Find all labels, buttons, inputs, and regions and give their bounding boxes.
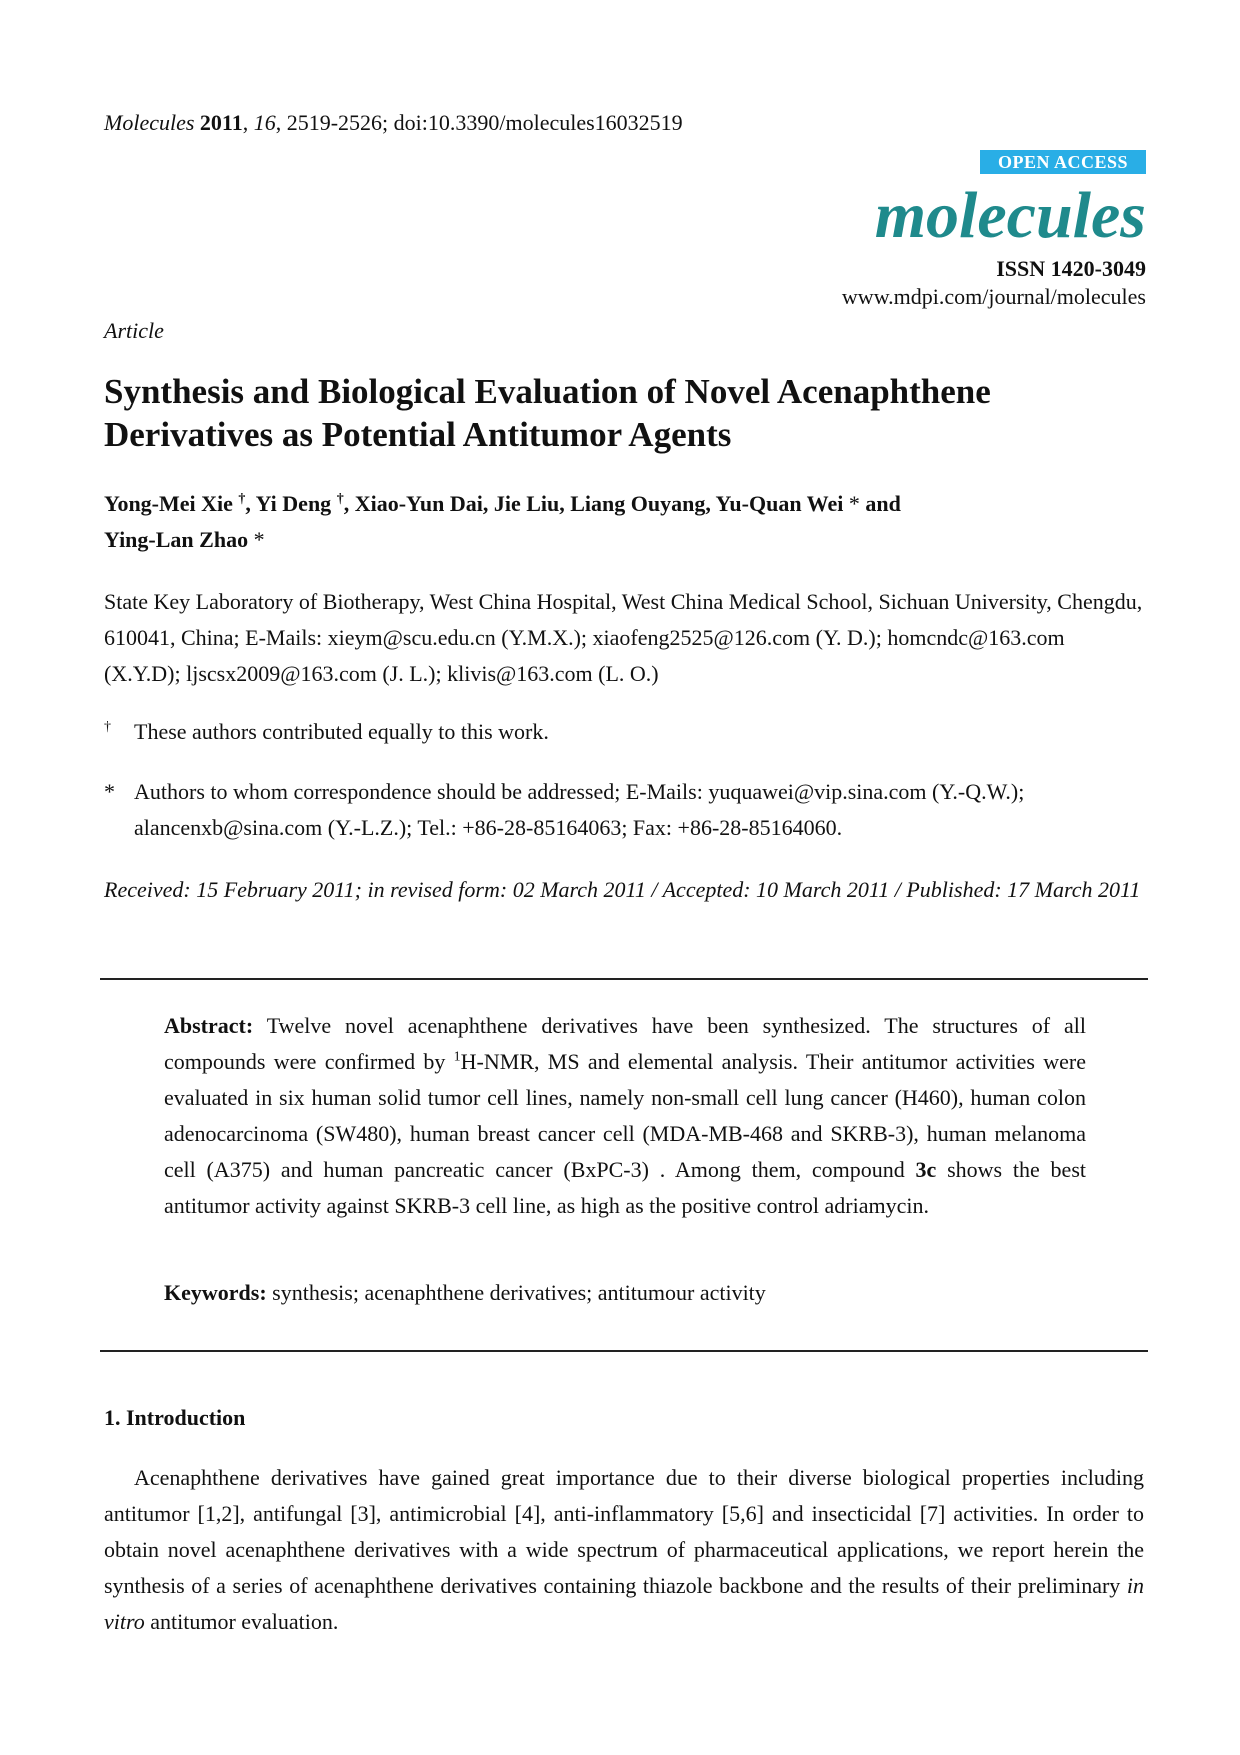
abstract xyxy=(164,1008,1086,1224)
journal-logo: molecules xyxy=(874,179,1146,252)
keywords-text: synthesis; acenaphthene derivatives; antitumour activity xyxy=(266,1280,766,1305)
paragraph-text: antitumor evaluation. xyxy=(144,1609,339,1634)
keywords xyxy=(164,1280,1086,1306)
author-text: Yong-Mei Xie xyxy=(104,491,233,516)
paper-title: Synthesis and Biological Evaluation of Novel Acenaphthene Derivatives as Potential Antitumor Agents xyxy=(104,372,991,454)
divider xyxy=(100,1350,1148,1352)
open-access-badge: OPEN ACCESS xyxy=(980,150,1146,174)
compound-label: 3c xyxy=(915,1157,937,1182)
paragraph-text: Acenaphthene derivatives have gained great importance due to their diverse biological properties including antitumor [1,2], antifungal [3], antimicrobial [4], anti-inflammatory [5,6] and insecticidal [7] activities. In order to obtain novel acenaphthene derivatives with a wide spectrum of pharmaceutical applications, we report herein the synthesis of a series of acenaphthene derivatives containing thiazole backbone and the results of their preliminary xyxy=(104,1465,1144,1598)
abstract-label: Abstract: xyxy=(164,1013,254,1038)
section-heading: 1. Introduction xyxy=(104,1405,246,1430)
issn: ISSN 1420-3049 xyxy=(996,256,1146,281)
author-text: Ying-Lan Zhao xyxy=(104,527,249,552)
abstract-text: shows the best antitumor activity against SKRB-3 cell line, as high as the positive control adriamycin. xyxy=(164,1157,1086,1218)
footnote-equal-contribution xyxy=(104,714,1144,750)
affiliation: State Key Laboratory of Biotherapy, West China Hospital, West China Medical School, Sichuan University, Chengdu, 610041, China; E-Mails: xieym@scu.edu.cn (Y.M.X.); xiaofeng2525@126.com (Y. D.); homcndc@163.com (X.Y.D); ljscsx2009@163.com (J. L.); klivis@163.com (L. O.) xyxy=(104,589,1143,686)
citation-line: Molecules 2011, 16, 2519-2526; doi:10.3390/molecules16032519 xyxy=(104,110,683,135)
citation-journal: Molecules xyxy=(104,110,195,135)
divider xyxy=(100,978,1148,980)
footnote-mark: † xyxy=(104,719,111,735)
journal-url[interactable]: www.mdpi.com/journal/molecules xyxy=(841,284,1146,309)
author-text: , Yi Deng xyxy=(245,491,332,516)
footnote-mark: * xyxy=(104,779,115,804)
keywords-label: Keywords: xyxy=(164,1280,267,1305)
citation-volume: 16 xyxy=(253,110,276,135)
article-type: Article xyxy=(104,318,164,343)
author-text: , Xiao-Yun Dai, Jie Liu, Liang Ouyang, Yu-Quan Wei xyxy=(343,491,844,516)
introduction-paragraph xyxy=(104,1460,1144,1640)
dagger-mark: † xyxy=(238,491,246,507)
italic-term: in vitro xyxy=(104,1573,1144,1634)
author-list xyxy=(104,486,1144,558)
footnote-text: Authors to whom correspondence should be addressed; E-Mails: yuquawei@vip.sina.com (Y.-Q.W.); alancenxb@sina.com (Y.-L.Z.); Tel.: +86-28-85164063; Fax: +86-28-85164060. xyxy=(134,779,1025,840)
footnote-text: These authors contributed equally to this work. xyxy=(134,719,549,744)
footnote-correspondence xyxy=(104,774,1144,846)
publication-dates: Received: 15 February 2011; in revised form: 02 March 2011 / Accepted: 10 March 2011 / Published: 17 March 2011 xyxy=(104,877,1141,902)
author-text: and xyxy=(859,491,901,516)
dagger-mark: † xyxy=(336,491,344,507)
citation-year: 2011 xyxy=(199,110,243,135)
star-mark: * xyxy=(253,527,265,552)
abstract-text: Twelve novel acenaphthene derivatives have been synthesized. The structures of all compounds were confirmed by xyxy=(164,1013,1086,1074)
abstract-text: H-NMR, MS and elemental analysis. Their antitumor activities were evaluated in six human solid tumor cell lines, namely non-small cell lung cancer (H460), human colon adenocarcinoma (SW480), human breast cancer cell (MDA-MB-468 and SKRB-3), human melanoma cell (A375) and human pancreatic cancer (BxPC-3) . Among them, compound xyxy=(164,1049,1086,1182)
superscript: 1 xyxy=(453,1049,461,1065)
star-mark: * xyxy=(848,491,860,516)
citation-pages-doi[interactable]: , 2519-2526; doi:10.3390/molecules16032519 xyxy=(275,110,683,135)
